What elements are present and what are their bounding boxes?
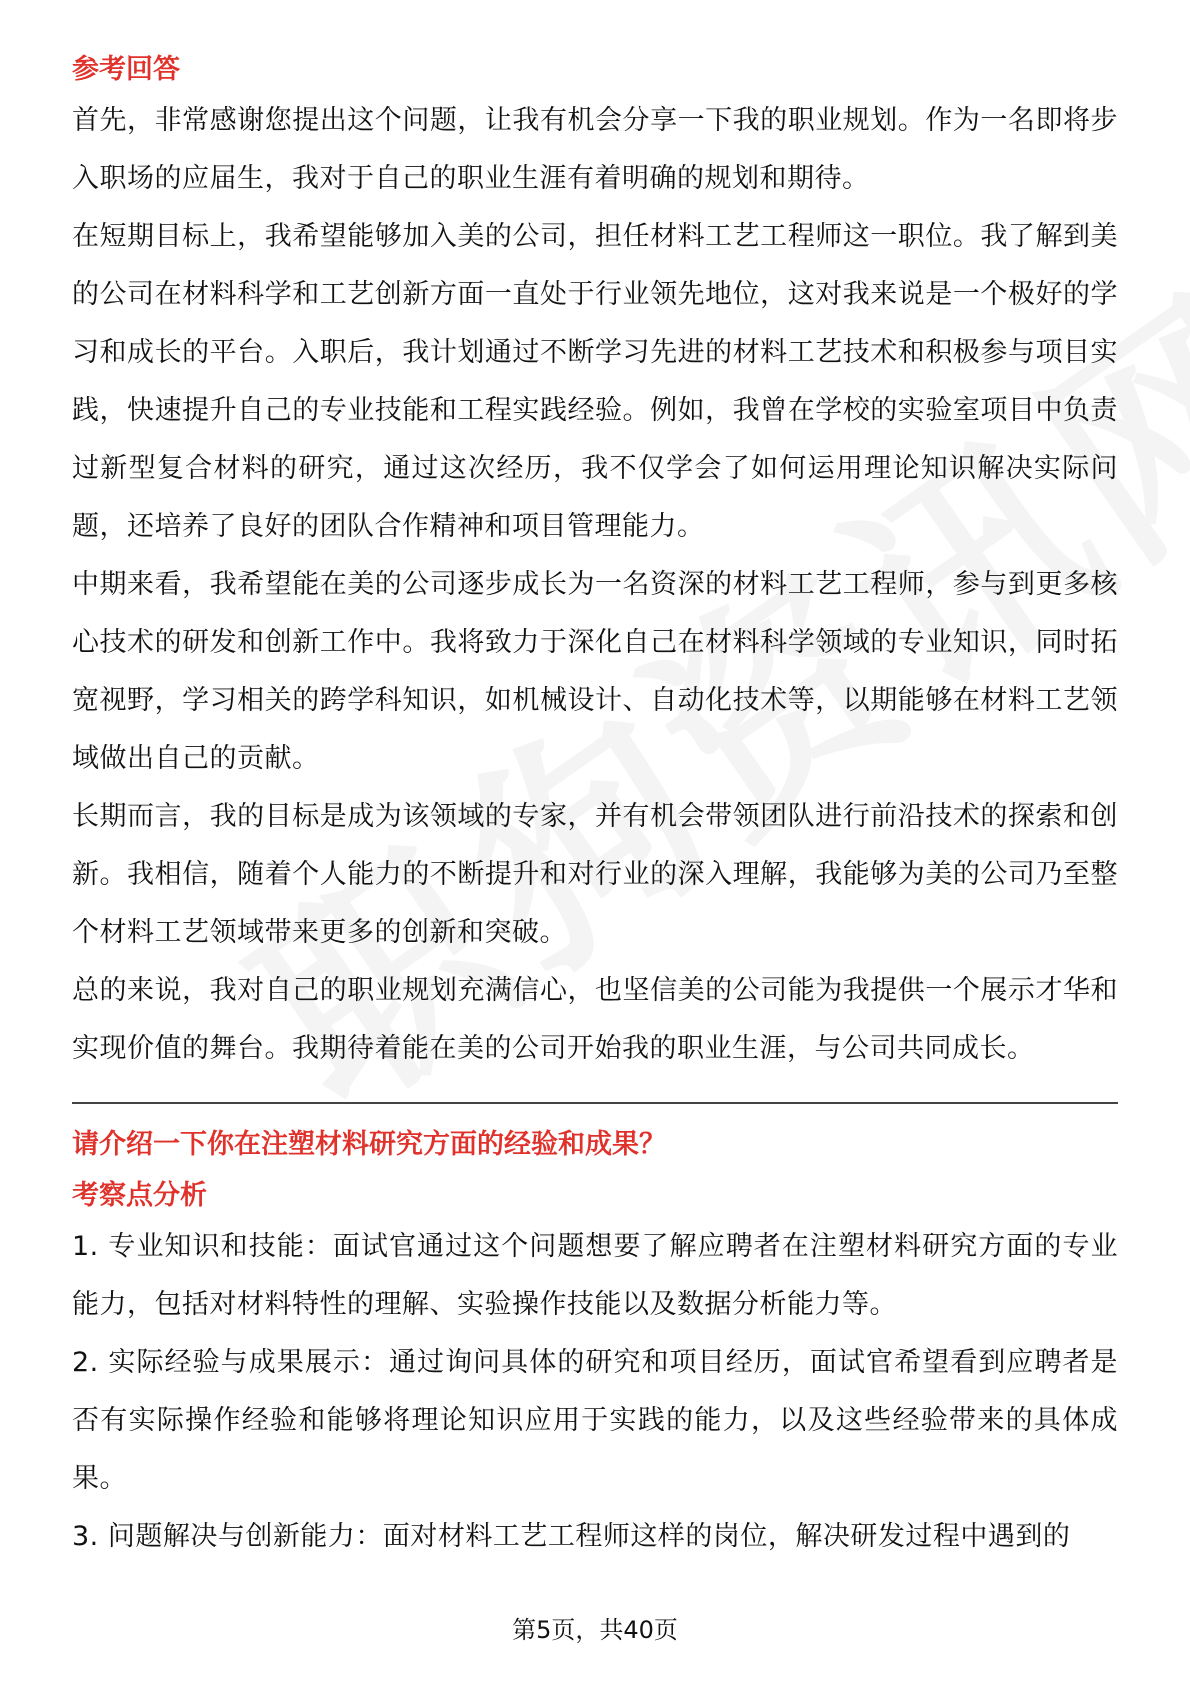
- analysis-point-1: 1. 专业知识和技能：面试官通过这个问题想要了解应聘者在注塑材料研究方面的专业能力，包括对材料特性的理解、实验操作技能以及数据分析能力等。: [72, 1231, 1118, 1320]
- section-divider: [72, 1102, 1118, 1104]
- analysis-point-3: 3. 问题解决与创新能力：面对材料工艺工程师这样的岗位，解决研发过程中遇到的: [72, 1521, 1071, 1552]
- answer-paragraph-1: 首先，非常感谢您提出这个问题，让我有机会分享一下我的职业规划。作为一名即将步入职场的应届生，我对于自己的职业生涯有着明确的规划和期待。: [72, 105, 1118, 194]
- question-title: 请介绍一下你在注塑材料研究方面的经验和成果？: [72, 1129, 666, 1160]
- answer-paragraph-3: 中期来看，我希望能在美的公司逐步成长为一名资深的材料工艺工程师，参与到更多核心技术的研发和创新工作中。我将致力于深化自己在材料科学领域的专业知识，同时拓宽视野，学习相关的跨学科知识，如机械设计、自动化技术等，以期能够在材料工艺领域做出自己的贡献。: [72, 569, 1118, 774]
- answer-paragraph-4: 长期而言，我的目标是成为该领域的专家，并有机会带领团队进行前沿技术的探索和创新。我相信，随着个人能力的不断提升和对行业的深入理解，我能够为美的公司乃至整个材料工艺领域带来更多的创新和突破。: [72, 801, 1118, 948]
- answer-heading: 参考回答: [72, 54, 180, 85]
- analysis-heading: 考察点分析: [72, 1180, 207, 1211]
- page-number: 第5页，共40页: [512, 1616, 678, 1644]
- page-content: [72, 48, 1118, 1566]
- answer-paragraph-2: 在短期目标上，我希望能够加入美的公司，担任材料工艺工程师这一职位。我了解到美的公司在材料科学和工艺创新方面一直处于行业领先地位，这对我来说是一个极好的学习和成长的平台。入职后，我计划通过不断学习先进的材料工艺技术和积极参与项目实践，快速提升自己的专业技能和工程实践经验。例如，我曾在学校的实验室项目中负责过新型复合材料的研究，通过这次经历，我不仅学会了如何运用理论知识解决实际问题，还培养了良好的团队合作精神和项目管理能力。: [72, 221, 1118, 542]
- analysis-point-2: 2. 实际经验与成果展示：通过询问具体的研究和项目经历，面试官希望看到应聘者是否有实际操作经验和能够将理论知识应用于实践的能力，以及这些经验带来的具体成果。: [72, 1347, 1118, 1494]
- answer-paragraph-5: 总的来说，我对自己的职业规划充满信心，也坚信美的公司能为我提供一个展示才华和实现价值的舞台。我期待着能在美的公司开始我的职业生涯，与公司共同成长。: [72, 975, 1118, 1064]
